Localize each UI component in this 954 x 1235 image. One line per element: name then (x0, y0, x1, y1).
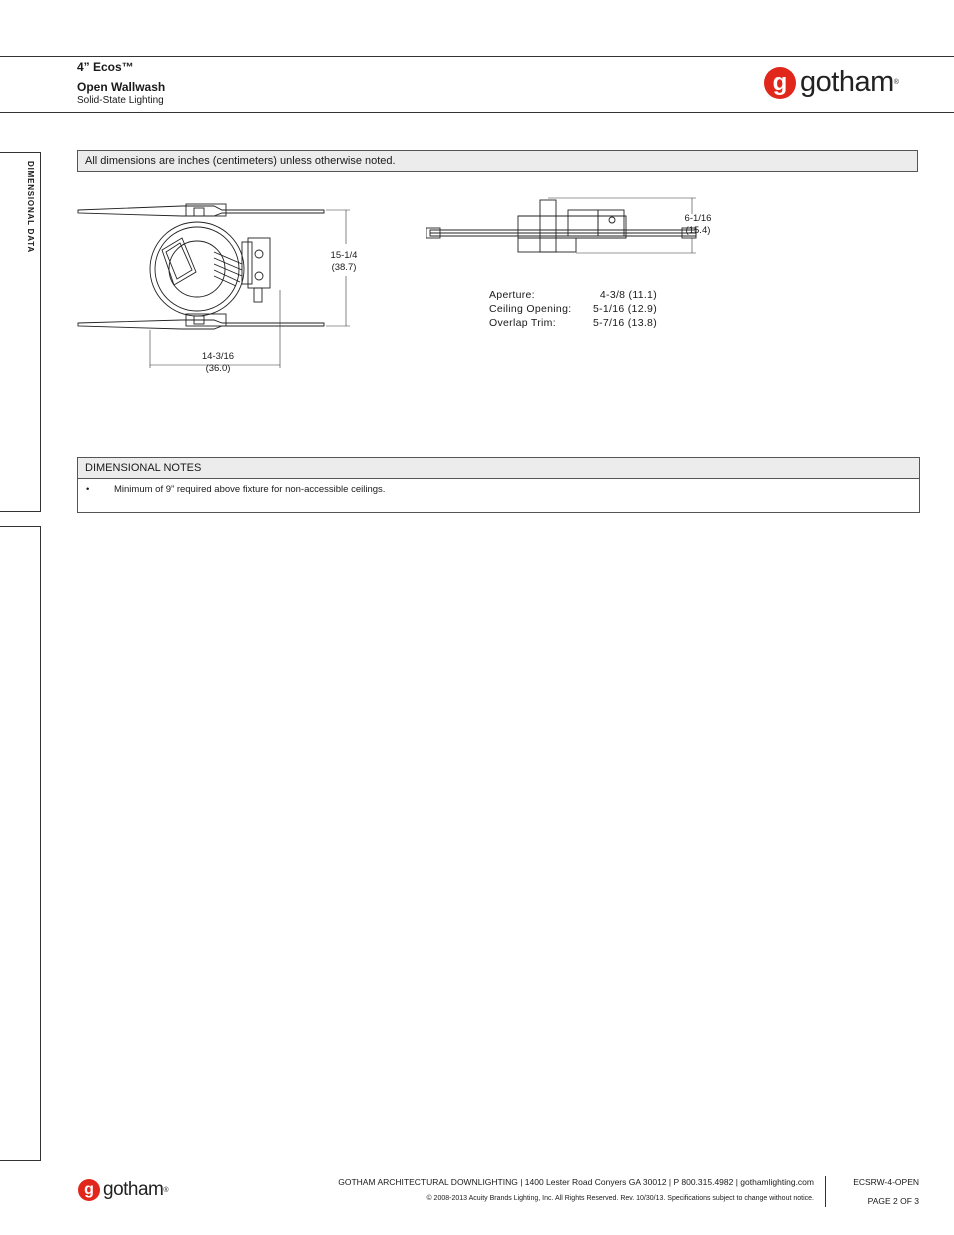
spec-label: Overlap Trim: (489, 317, 556, 329)
spec-label: Aperture: (489, 289, 535, 301)
spec-row-ceiling-opening (489, 302, 657, 316)
logo-badge-letter: g (772, 68, 788, 96)
plan-width-inches: 14-3/16 (201, 351, 235, 362)
footer-divider (825, 1176, 826, 1207)
side-tab-label: DIMENSIONAL DATA (26, 161, 35, 253)
logo-registered-mark: ® (893, 79, 899, 86)
logo-badge (764, 67, 796, 99)
list-item (78, 479, 919, 495)
gotham-logo-icon (78, 1179, 169, 1201)
logo-registered-mark: ® (163, 1186, 169, 1194)
spec-row-overlap-trim (489, 316, 657, 330)
header-top-rule (0, 56, 954, 57)
side-height-dimension (676, 213, 720, 237)
dimensional-note-text: Minimum of 9” required above fixture for non-accessible ceilings. (114, 484, 386, 495)
footer-address: GOTHAM ARCHITECTURAL DOWNLIGHTING | 1400 Lester Road Conyers GA 30012 | P 800.315.4982 | gothamlighting.com (338, 1177, 814, 1187)
plan-width-dimension (190, 351, 246, 375)
header-bottom-rule (0, 112, 954, 113)
side-view-drawing (426, 190, 716, 260)
dimensional-notes-heading: DIMENSIONAL NOTES (78, 458, 919, 479)
spec-value: 4-3/8 (11.1) (599, 289, 657, 301)
spec-row-aperture (489, 288, 657, 302)
gotham-logo-icon (764, 66, 899, 99)
footer-doc-code: ECSRW-4-OPEN (853, 1177, 919, 1187)
plan-height-dimension (322, 250, 366, 274)
spec-value: 5-7/16 (13.8) (592, 317, 657, 329)
plan-width-cm: (36.0) (205, 363, 231, 374)
logo-wordmark: gotham (800, 66, 894, 98)
product-title: 4” Ecos™ (77, 60, 134, 74)
side-tab-lower (0, 526, 41, 1161)
spec-table (489, 288, 657, 330)
dimensional-notes-box (77, 457, 920, 513)
side-tab (0, 152, 41, 512)
spec-value: 5-1/16 (12.9) (592, 303, 657, 315)
product-subtitle: Open Wallwash (77, 80, 166, 94)
logo-wordmark: gotham (103, 1179, 164, 1200)
product-tagline: Solid-State Lighting (77, 95, 164, 106)
bullet: • (86, 484, 90, 495)
logo-badge-letter: g (84, 1181, 94, 1198)
plan-height-inches: 15-1/4 (330, 250, 358, 261)
footer-page-number: PAGE 2 OF 3 (867, 1196, 919, 1206)
logo-badge (78, 1179, 100, 1201)
dimensions-note: All dimensions are inches (centimeters) unless otherwise noted. (77, 150, 918, 172)
side-height-cm: (15.4) (685, 225, 711, 236)
plan-height-cm: (38.7) (331, 262, 357, 273)
spec-label: Ceiling Opening: (489, 303, 572, 315)
side-height-inches: 6-1/16 (684, 213, 712, 224)
footer-copyright: © 2008-2013 Acuity Brands Lighting, Inc. All Rights Reserved. Rev. 10/30/13. Specifications subject to change without notice. (426, 1195, 814, 1202)
